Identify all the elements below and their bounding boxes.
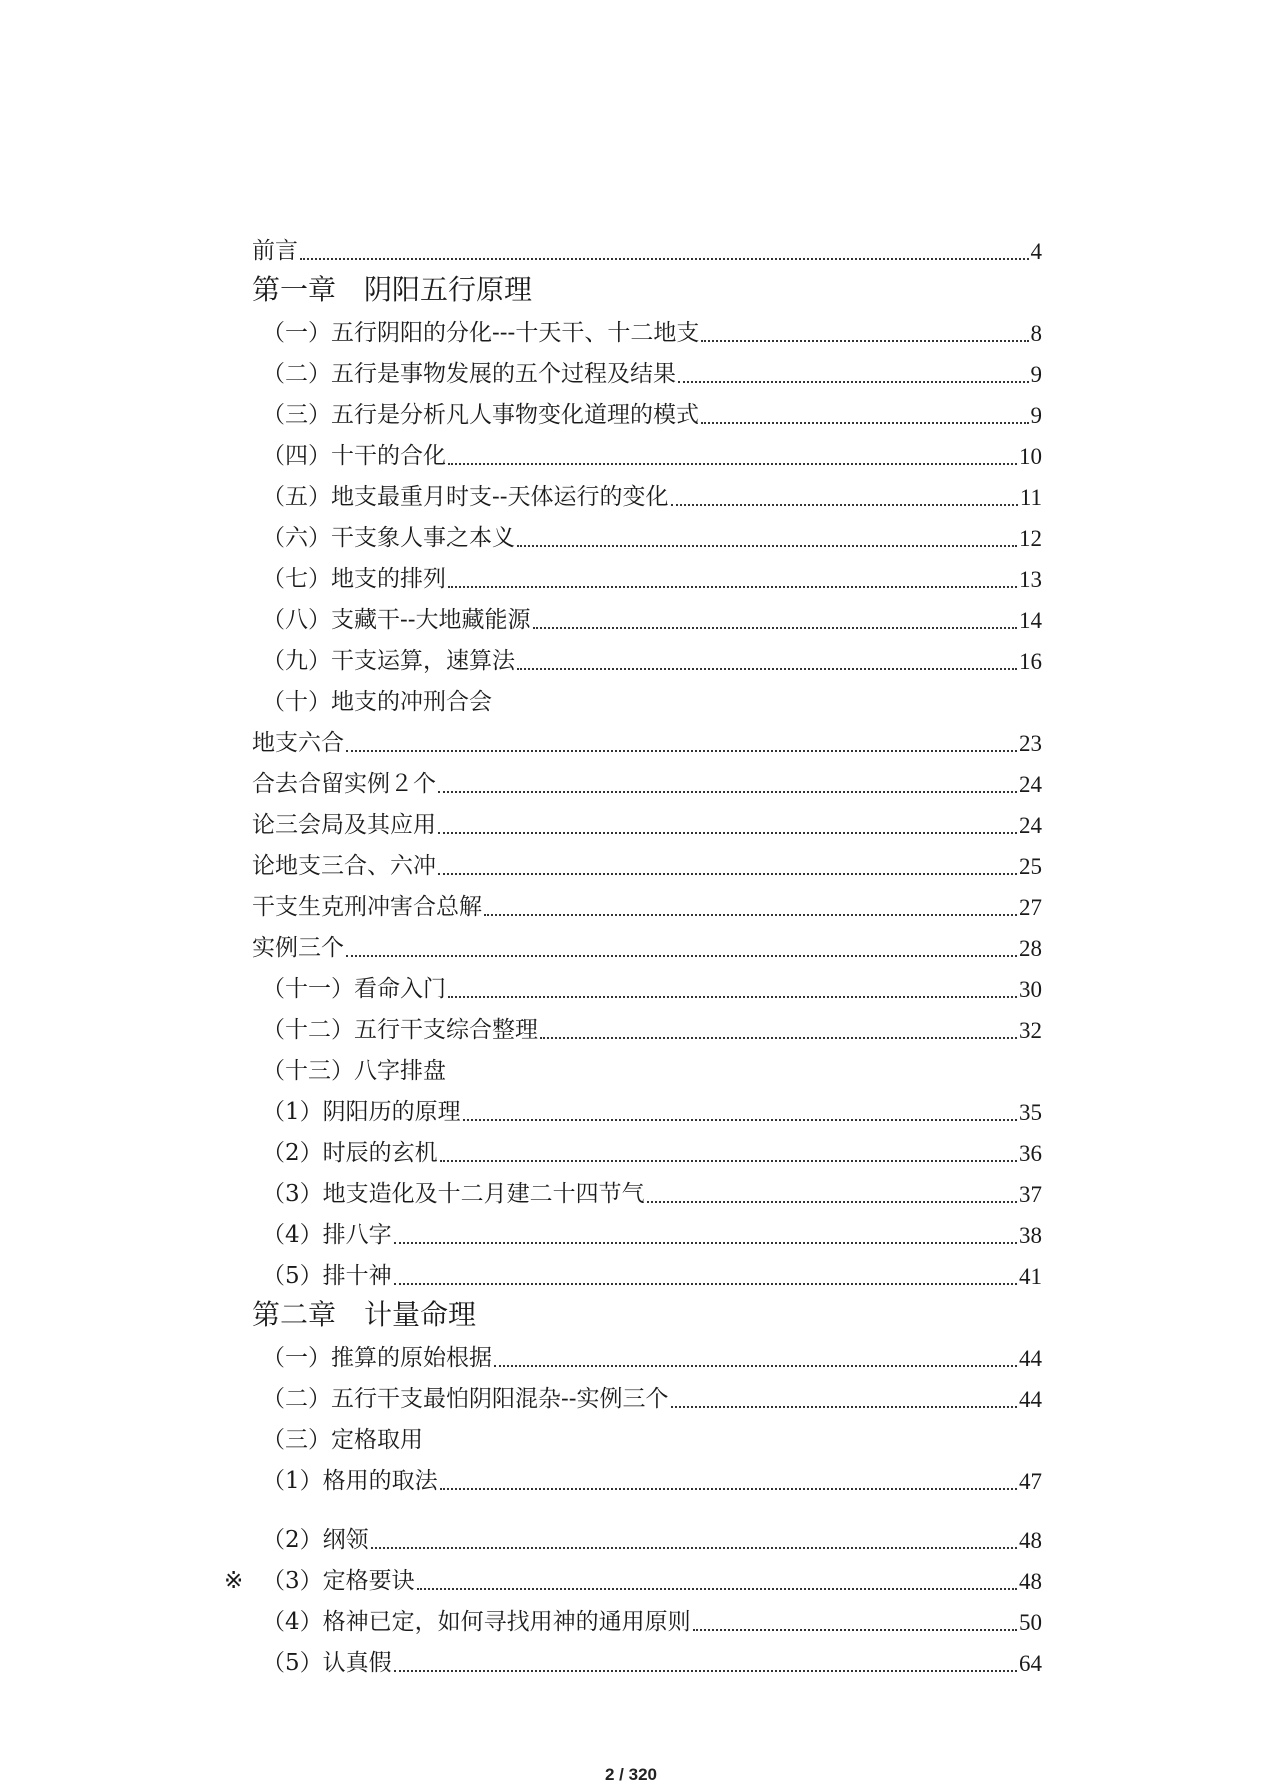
- toc-entry[interactable]: [252, 1007, 1042, 1048]
- toc-entry-label: （六）干支象人事之本义: [262, 525, 515, 551]
- toc-entry[interactable]: [252, 515, 1042, 556]
- dot-leader: [371, 1547, 1017, 1549]
- toc-entry[interactable]: [252, 1640, 1042, 1681]
- toc-entry-label: （三）定格取用: [262, 1427, 423, 1453]
- toc-entry-label: （八）支藏干--大地藏能源: [262, 607, 531, 633]
- dot-leader: [671, 1406, 1017, 1408]
- toc-entry[interactable]: [252, 1335, 1042, 1376]
- toc-entry[interactable]: [252, 392, 1042, 433]
- toc-entry-label: （5）认真假: [262, 1650, 392, 1676]
- table-of-contents: [224, 228, 1042, 1681]
- toc-entry-page: 30: [1019, 977, 1042, 1002]
- toc-entry[interactable]: [252, 1376, 1042, 1417]
- toc-entry-preface[interactable]: [252, 228, 1042, 269]
- dot-leader: [540, 1037, 1017, 1039]
- toc-entry-label: （4）排八字: [262, 1222, 392, 1248]
- toc-entry-label: （五）地支最重月时支--天体运行的变化: [262, 484, 669, 510]
- toc-entry[interactable]: [252, 1089, 1042, 1130]
- toc-entry-label: （十二）五行干支综合整理: [262, 1017, 538, 1043]
- toc-entry-page: 11: [1019, 485, 1042, 510]
- toc-entry-page: 25: [1019, 854, 1042, 879]
- toc-entry-page: 50: [1019, 1610, 1042, 1635]
- toc-entry-page: 38: [1019, 1223, 1042, 1248]
- toc-entry-page: 12: [1019, 526, 1042, 551]
- toc-entry-page: 14: [1019, 608, 1042, 633]
- dot-leader: [438, 791, 1017, 793]
- dot-leader: [517, 668, 1017, 670]
- toc-entry-page: 16: [1019, 649, 1042, 674]
- toc-entry-page: 9: [1030, 403, 1042, 428]
- toc-entry-page: 36: [1019, 1141, 1042, 1166]
- chapter-title: 第一章 阴阳五行原理: [252, 273, 533, 306]
- toc-entry[interactable]: [252, 1130, 1042, 1171]
- toc-entry-page: 27: [1019, 895, 1042, 920]
- toc-entry[interactable]: [252, 1212, 1042, 1253]
- toc-chapter-1[interactable]: [252, 269, 1042, 310]
- toc-entry-label: 合去合留实例２个: [252, 771, 436, 797]
- dot-leader: [448, 463, 1017, 465]
- toc-entry-label: （十一）看命入门: [262, 976, 446, 1002]
- chapter-title: 第二章 计量命理: [252, 1298, 477, 1331]
- toc-entry-page: 9: [1030, 362, 1042, 387]
- dot-leader: [346, 750, 1017, 752]
- toc-entry-label: （二）五行是事物发展的五个过程及结果: [262, 361, 676, 387]
- toc-entry[interactable]: [252, 1599, 1042, 1640]
- toc-entry-page: 44: [1019, 1387, 1042, 1412]
- dot-leader: [300, 258, 1029, 260]
- toc-entry[interactable]: [252, 925, 1042, 966]
- toc-entry-page: 24: [1019, 772, 1042, 797]
- toc-entry-label: （十三）八字排盘: [262, 1058, 446, 1084]
- toc-chapter-2[interactable]: [252, 1294, 1042, 1335]
- dot-leader: [701, 340, 1028, 342]
- toc-entry-label: （二）五行干支最怕阴阳混杂--实例三个: [262, 1386, 669, 1412]
- toc-entry-page: 41: [1019, 1264, 1042, 1289]
- toc-entry[interactable]: [252, 433, 1042, 474]
- dot-leader: [346, 955, 1017, 957]
- dot-leader: [494, 1365, 1017, 1367]
- toc-entry[interactable]: [252, 474, 1042, 515]
- toc-entry-label: 实例三个: [252, 935, 344, 961]
- toc-entry[interactable]: [252, 884, 1042, 925]
- toc-entry[interactable]: [252, 597, 1042, 638]
- toc-entry-page: 48: [1019, 1569, 1042, 1594]
- toc-entry-label: 前言: [252, 238, 298, 264]
- toc-entry-label: （4）格神已定，如何寻找用神的通用原则: [262, 1609, 691, 1635]
- toc-section-heading[interactable]: [252, 1417, 1042, 1458]
- toc-entry-page: 64: [1019, 1651, 1042, 1676]
- dot-leader: [517, 545, 1017, 547]
- toc-entry-page: 28: [1019, 936, 1042, 961]
- dot-leader: [440, 1488, 1017, 1490]
- toc-entry-page: 4: [1030, 239, 1042, 264]
- toc-entry-label: （3）地支造化及十二月建二十四节气: [262, 1181, 645, 1207]
- toc-entry-label: （2）时辰的玄机: [262, 1140, 438, 1166]
- dot-leader: [448, 586, 1017, 588]
- toc-entry-label: （3）定格要诀: [262, 1568, 415, 1594]
- toc-entry-label: （一）五行阴阳的分化---十天干、十二地支: [262, 320, 700, 346]
- dot-leader: [440, 1160, 1017, 1162]
- dot-leader: [417, 1588, 1017, 1590]
- dot-leader: [394, 1283, 1017, 1285]
- toc-entry-label: （2）纲领: [262, 1527, 369, 1553]
- toc-entry-label: （一）推算的原始根据: [262, 1345, 492, 1371]
- dot-leader: [678, 381, 1029, 383]
- dot-leader: [463, 1119, 1017, 1121]
- dot-leader: [448, 996, 1017, 998]
- toc-entry[interactable]: [252, 1517, 1042, 1558]
- toc-entry-label: （九）干支运算，速算法: [262, 648, 515, 674]
- toc-entry[interactable]: [252, 1171, 1042, 1212]
- toc-entry-page: 10: [1019, 444, 1042, 469]
- toc-entry-label: 地支六合: [252, 730, 344, 756]
- dot-leader: [701, 422, 1029, 424]
- toc-entry[interactable]: [252, 966, 1042, 1007]
- toc-entry-page: 32: [1019, 1018, 1042, 1043]
- dot-leader: [671, 504, 1018, 506]
- toc-entry-label: 论地支三合、六冲: [252, 853, 436, 879]
- toc-entry[interactable]: [252, 802, 1042, 843]
- toc-entry[interactable]: [252, 556, 1042, 597]
- dot-leader: [394, 1670, 1017, 1672]
- toc-entry-page: 13: [1019, 567, 1042, 592]
- toc-entry[interactable]: [252, 1253, 1042, 1294]
- toc-entry[interactable]: [252, 638, 1042, 679]
- toc-entry[interactable]: [252, 351, 1042, 392]
- toc-entry[interactable]: [252, 843, 1042, 884]
- toc-entry-page: 8: [1030, 321, 1042, 346]
- toc-entry-label: （1）格用的取法: [262, 1468, 438, 1494]
- toc-entry-page: 35: [1019, 1100, 1042, 1125]
- toc-entry-page: 24: [1019, 813, 1042, 838]
- toc-entry-label: （1）阴阳历的原理: [262, 1099, 461, 1125]
- toc-entry[interactable]: [252, 720, 1042, 761]
- toc-entry-page: 47: [1019, 1469, 1042, 1494]
- toc-entry-page: 37: [1019, 1182, 1042, 1207]
- dot-leader: [533, 627, 1017, 629]
- toc-entry[interactable]: [252, 310, 1042, 351]
- dot-leader: [484, 914, 1017, 916]
- toc-section-heading[interactable]: [252, 679, 1042, 720]
- toc-entry-page: 48: [1019, 1528, 1042, 1553]
- dot-leader: [693, 1629, 1017, 1631]
- toc-entry-label: （十）地支的冲刑合会: [262, 689, 492, 715]
- toc-entry-label: （七）地支的排列: [262, 566, 446, 592]
- toc-entry-marked[interactable]: [224, 1558, 1042, 1599]
- toc-section-heading[interactable]: [252, 1048, 1042, 1089]
- toc-entry-label: 干支生克刑冲害合总解: [252, 894, 482, 920]
- toc-entry-page: 23: [1019, 731, 1042, 756]
- reference-mark-icon: ※: [224, 1568, 244, 1594]
- toc-entry[interactable]: [252, 1458, 1042, 1499]
- toc-entry[interactable]: [252, 761, 1042, 802]
- dot-leader: [394, 1242, 1017, 1244]
- toc-entry-page: 44: [1019, 1346, 1042, 1371]
- page-indicator: 2 / 320: [605, 1765, 657, 1784]
- toc-entry-label: 论三会局及其应用: [252, 812, 436, 838]
- dot-leader: [647, 1201, 1017, 1203]
- toc-entry-label: （5）排十神: [262, 1263, 392, 1289]
- toc-entry-label: （三）五行是分析凡人事物变化道理的模式: [262, 402, 699, 428]
- dot-leader: [438, 832, 1017, 834]
- toc-entry-label: （四）十干的合化: [262, 443, 446, 469]
- dot-leader: [438, 873, 1017, 875]
